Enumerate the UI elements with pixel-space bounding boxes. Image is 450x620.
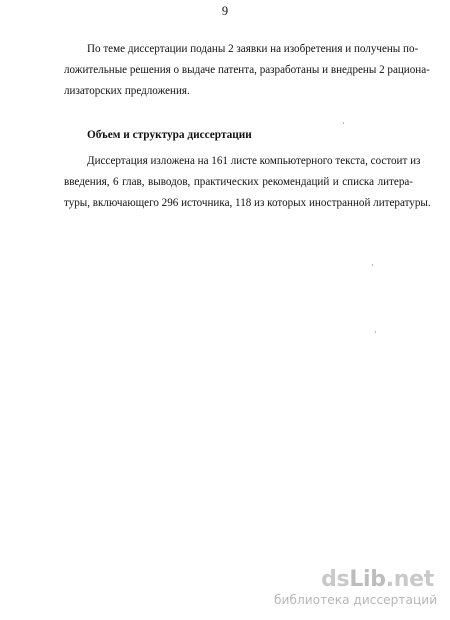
paragraph-line: ложительные решения о выдаче патента, разработаны и внедрены 2 рациона- <box>64 63 430 76</box>
scan-speck <box>375 331 376 333</box>
paragraph-line: По теме диссертации поданы 2 заявки на изобретения и получены по- <box>87 43 419 55</box>
dslib-watermark <box>274 567 438 607</box>
paragraph-line: Диссертация изложена на 161 листе компьютерного текста, состоит из <box>87 155 421 167</box>
paragraph-line: туры, включающего 296 источника, 118 из которых иностранной литературы. <box>64 196 431 209</box>
page-number: 9 <box>221 4 229 18</box>
watermark-subtitle: библиотека диссертаций <box>274 593 438 607</box>
dslib-logo <box>274 568 434 592</box>
paragraph-line: лизаторских предложения. <box>64 84 190 97</box>
scan-speck <box>372 264 373 266</box>
paragraph-structure <box>64 151 431 213</box>
scan-speck <box>343 122 344 124</box>
paragraph-inventions <box>64 39 430 101</box>
logo-lib: Lib <box>349 567 386 592</box>
logo-ds: ds <box>321 567 350 592</box>
paragraph-line: введения, 6 глав, выводов, практических рекомендаций и списка литера- <box>64 175 413 188</box>
section-heading: Объем и структура диссертации <box>87 129 252 141</box>
logo-net: .net <box>385 567 434 592</box>
